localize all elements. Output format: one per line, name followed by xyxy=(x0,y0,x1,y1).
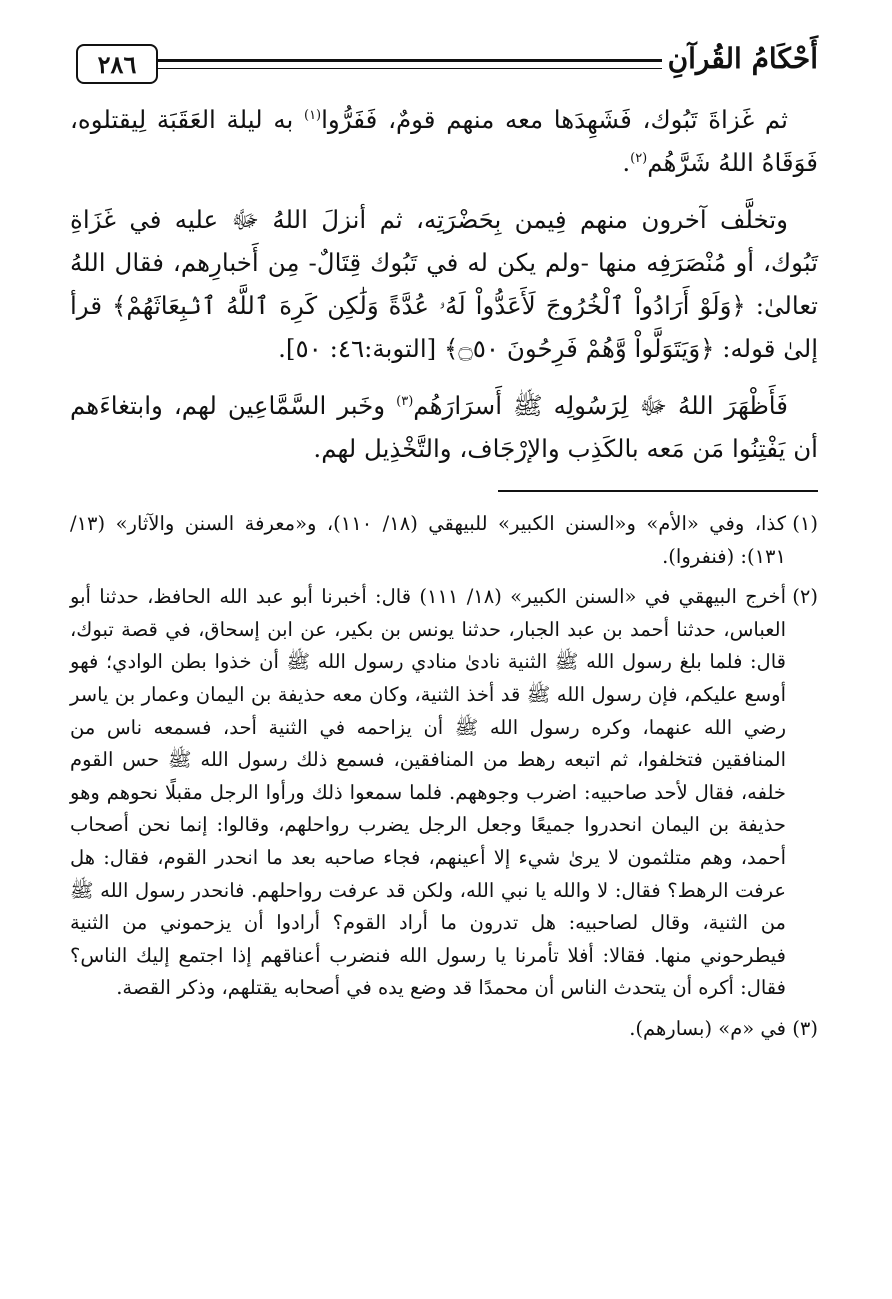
footnote-number: (٣) xyxy=(792,1016,818,1040)
footnote-1 xyxy=(70,508,818,573)
footnote-divider xyxy=(498,490,818,492)
footnote-number: (٢) xyxy=(792,585,818,609)
running-title: أَحْكَامُ القُرآنِ xyxy=(667,42,818,75)
footnote-marker-2[interactable]: (٢) xyxy=(630,150,648,166)
footnote-marker-1[interactable]: (١) xyxy=(303,107,322,123)
page-number: ٢٨٦ xyxy=(76,44,158,84)
main-text xyxy=(70,98,818,470)
footnote-2 xyxy=(70,581,818,1005)
paragraph-3-part-1: فَأَظْهَرَ اللهُ ﷻ لِرَسُولِه ﷺ أَسرَارَهُم xyxy=(413,391,788,420)
footnote-text: أخرج البيهقي في «السنن الكبير» (١٨/ ١١١) قال: أخبرنا أبو عبد الله الحافظ، حدثنا أبو العباس، حدثنا أحمد بن عبد الجبار، حدثنا يونس بن بكير، عن ابن إسحاق، في قصة تبوك، قال: فلما بلغ رسول الله ﷺ الثنية نادىٰ منادي رسول الله ﷺ أن خذوا بطن الوادي؛ فهو أوسع عليكم، فإن رسول الله ﷺ قد أخذ الثنية، وكان معه حذيفة بن اليمان وعمار بن ياسر رضي الله عنهما، وكره رسول الله ﷺ أن يزاحمه في الثنية أحد، فسمعه ناس من المنافقين فتخلفوا، ثم اتبعه رهط من المنافقين، فسمع ذلك رسول الله ﷺ حس القوم خلفه، فقال لأحد صاحبيه: اضرب وجوههم. فلما سمعوا ذلك ورأوا الرجل مقبلًا نحوهم وهو حذيفة بن اليمان انحدروا جميعًا وجعل الرجل يضرب رواحلهم، وقالوا: إنما نحن أصحاب أحمد، وهم متلثمون لا يرىٰ شيء إلا أعينهم، فجاء صاحبه بعد ما انحدر القوم، فقال: هل عرفت الرهط؟ فقال: لا والله يا نبي الله، ولكن قد عرفت رواحلهم. فانحدر رسول الله ﷺ من الثنية، وقال لصاحبيه: هل تدرون ما أراد القوم؟ أرادوا أن يزحموني من الثنية فيطرحوني منها. فقالا: أفلا تأمرنا يا رسول الله فنضرب أعناقهم إذا اجتمع إليك الناس؟ فقال: أكره أن يتحدث الناس أن محمدًا قد وضع يده في أصحابه يقتلهم، وذكر القصة. xyxy=(70,585,786,1000)
footnote-text: في «م» (بسارهم). xyxy=(629,1016,786,1040)
footnote-marker-3[interactable]: (٣) xyxy=(396,393,414,409)
paragraph-3 xyxy=(70,384,818,470)
footnote-text: كذا، وفي «الأم» و«السنن الكبير» للبيهقي (١٨/ ١١٠)، و«معرفة السنن والآثار» (١٣/ ١٣١): (فنفروا). xyxy=(70,512,786,568)
paragraph-2: وتخلَّف آخرون منهم فِيمن بِحَضْرَتِه، ثم أنزلَ اللهُ ﷻ عليه في غَزَاةِ تَبُوك، أو مُنْصَرَفِه منها -ولم يكن له في تَبُوك قِتَالٌ- مِن أَخبارِهم، فقال اللهُ تعالىٰ: ﴿وَلَوْ أَرَادُواْ ٱلْخُرُوجَ لَأَعَدُّواْ لَهُۥ عُدَّةً وَلَٰكِن كَرِهَ ٱللَّهُ ٱنۢبِعَاثَهُمْ﴾ قرأ إلىٰ قوله: ﴿وَيَتَوَلَّواْ وَّهُمْ فَرِحُونَ ۝٥٠﴾ [التوبة:٤٦: ٥٠]. xyxy=(70,205,818,363)
footnotes xyxy=(70,508,818,1046)
paragraph-1 xyxy=(70,98,818,184)
page-header xyxy=(70,26,818,86)
paragraph-3-part-2: وخَبر السَّمَّاعِين لهم، وابتغاءَهم أن يَفْتِنُوا مَن مَعه بالكَذِب والإرْجَاف، والتَّخْذِيل لهم. xyxy=(70,391,818,463)
page xyxy=(70,26,818,1276)
paragraph-1-end: . xyxy=(622,148,631,177)
header-rule xyxy=(156,59,662,69)
footnote-3 xyxy=(70,1013,818,1046)
footnote-number: (١) xyxy=(792,512,818,535)
paragraph-1-part-2: به ليلة العَقَبَة لِيقتلوه، فَوَقَاهُ اللهُ شَرَّهُم xyxy=(70,105,818,177)
paragraph-1-part-1: ثم غَزاةَ تَبُوك، فَشَهِدَها معه منهم قومٌ، فَفَرُّوا xyxy=(321,105,788,134)
